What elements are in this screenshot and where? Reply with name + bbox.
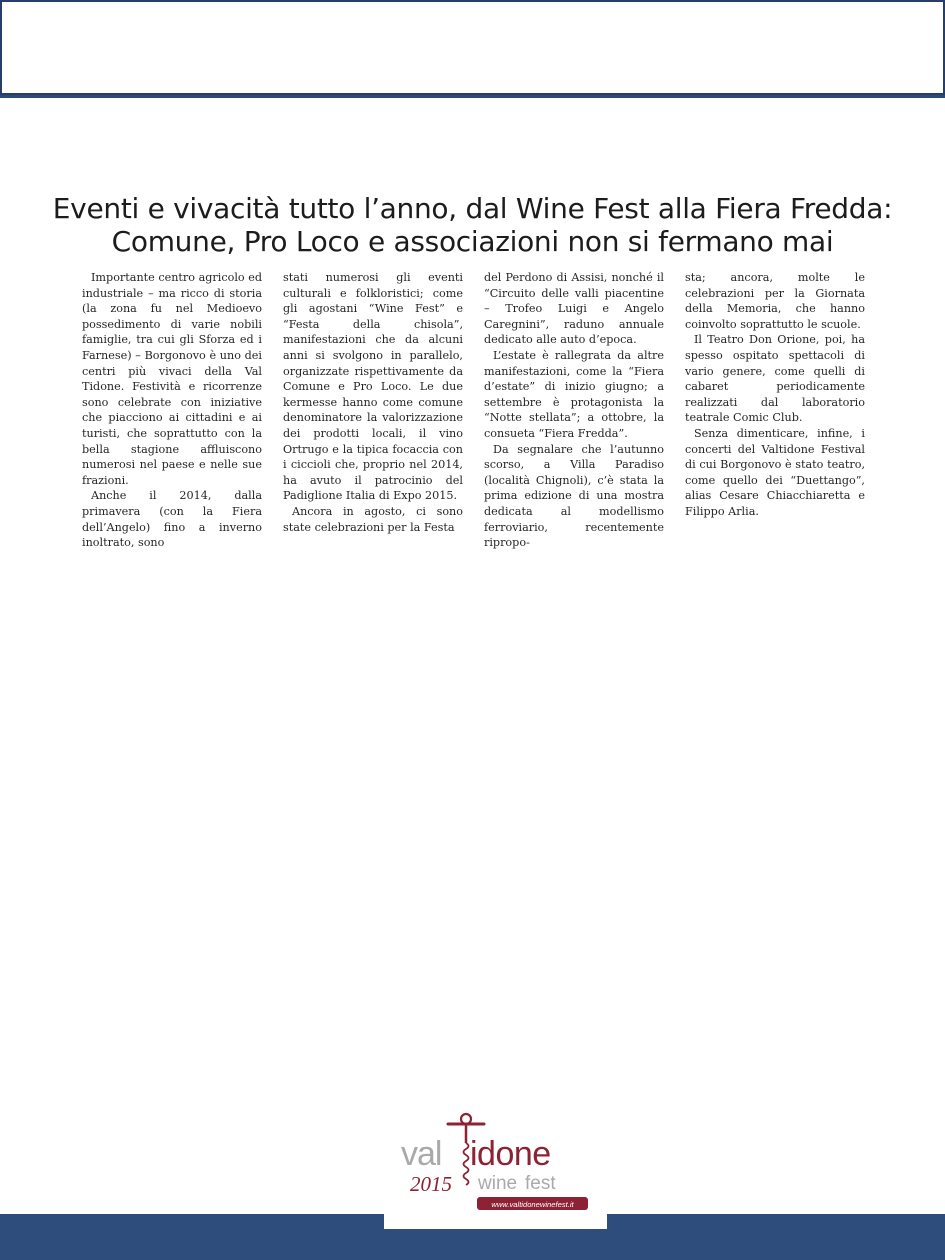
logo-wine: wine [478, 1173, 518, 1194]
header-frame [0, 0, 945, 95]
paragraph: Senza dimenticare, infine, i concerti del Valtidone Festival di cui Borgonovo è stato teatro, come quello dei “Duettango”, alias Cesare Chiacchiaretta e Filippo Arlia. [685, 426, 865, 518]
paragraph: Da segnalare che l’autunno scorso, a Villa Paradiso (località Chignoli), c’è stata la prima edizione di una mostra dedicata al modellismo ferroviario, recentemente ripropo- [484, 442, 664, 550]
article-column-1 [82, 270, 262, 551]
logo-tidone: idone [470, 1135, 551, 1173]
paragraph: L’estate è rallegrata da altre manifestazioni, come la “Fiera d’estate” di inizio giugno; a settembre è protagonista la “Notte stellata”; a ottobre, la consueta “Fiera Fredda”. [484, 348, 664, 440]
headline-line-1: Eventi e vivacità tutto l’anno, dal Wine Fest alla Fiera Fredda: [52, 192, 893, 225]
paragraph: Importante centro agricolo ed industriale – ma ricco di storia (la zona fu nel Medioevo possedimento di varie nobili famiglie, tra cui gli Sforza ed i Farnese) – Borgonovo è uno dei centri più vivaci della Val Tidone. Festività e ricorrenze sono celebrate con iniziative che piacciono ai cittadini e ai turisti, che soprattutto con la bella stagione affluiscono numerosi nel paese e nelle sue frazioni. [82, 271, 262, 487]
article-headline [40, 192, 905, 258]
article-column-2 [283, 270, 463, 535]
paragraph: Il Teatro Don Orione, poi, ha spesso ospitato spettacoli di vario genere, come quelli di cabaret periodicamente realizzati dal laboratorio teatrale Comic Club. [685, 333, 865, 425]
logo-val: val [401, 1135, 442, 1173]
article-column-3 [484, 270, 664, 551]
article-body [82, 270, 865, 550]
paragraph: sta; ancora, molte le celebrazioni per la Giornata della Memoria, che hanno coinvolto soprattutto le scuole. [685, 271, 865, 331]
logo-year: 2015 [410, 1172, 452, 1196]
paragraph: Anche il 2014, dalla primavera (con la Fiera dell’Angelo) fino a inverno inoltrato, sono [82, 489, 262, 550]
paragraph: del Perdono di Assisi, nonché il “Circuito delle valli piacentine – Trofeo Luigi e Angelo Caregnini”, raduno annuale dedicato alle auto d’epoca. [484, 271, 664, 347]
valtidone-winefest-logo [384, 1103, 607, 1229]
article-column-4 [685, 270, 865, 520]
logo-fest: fest [525, 1173, 556, 1194]
headline-line-2: Comune, Pro Loco e associazioni non si fermano mai [111, 225, 834, 258]
paragraph: stati numerosi gli eventi culturali e folkloristici; come gli agostani “Wine Fest” e “Festa della chisola”, manifestazioni che da alcuni anni si svolgono in parallelo, organizzate rispettivamente da Comune e Pro Loco. Le due kermesse hanno come comune denominatore la valorizzazione dei prodotti locali, il vino Ortrugo e la tipica focaccia con i ciccioli che, proprio nel 2014, ha avuto il patrocinio del Padiglione Italia di Expo 2015. [283, 271, 463, 503]
logo-graphic [384, 1103, 607, 1229]
paragraph: Ancora in agosto, ci sono state celebrazioni per la Festa [283, 504, 463, 534]
logo-url: www.valtidonewinefest.it [491, 1200, 574, 1209]
